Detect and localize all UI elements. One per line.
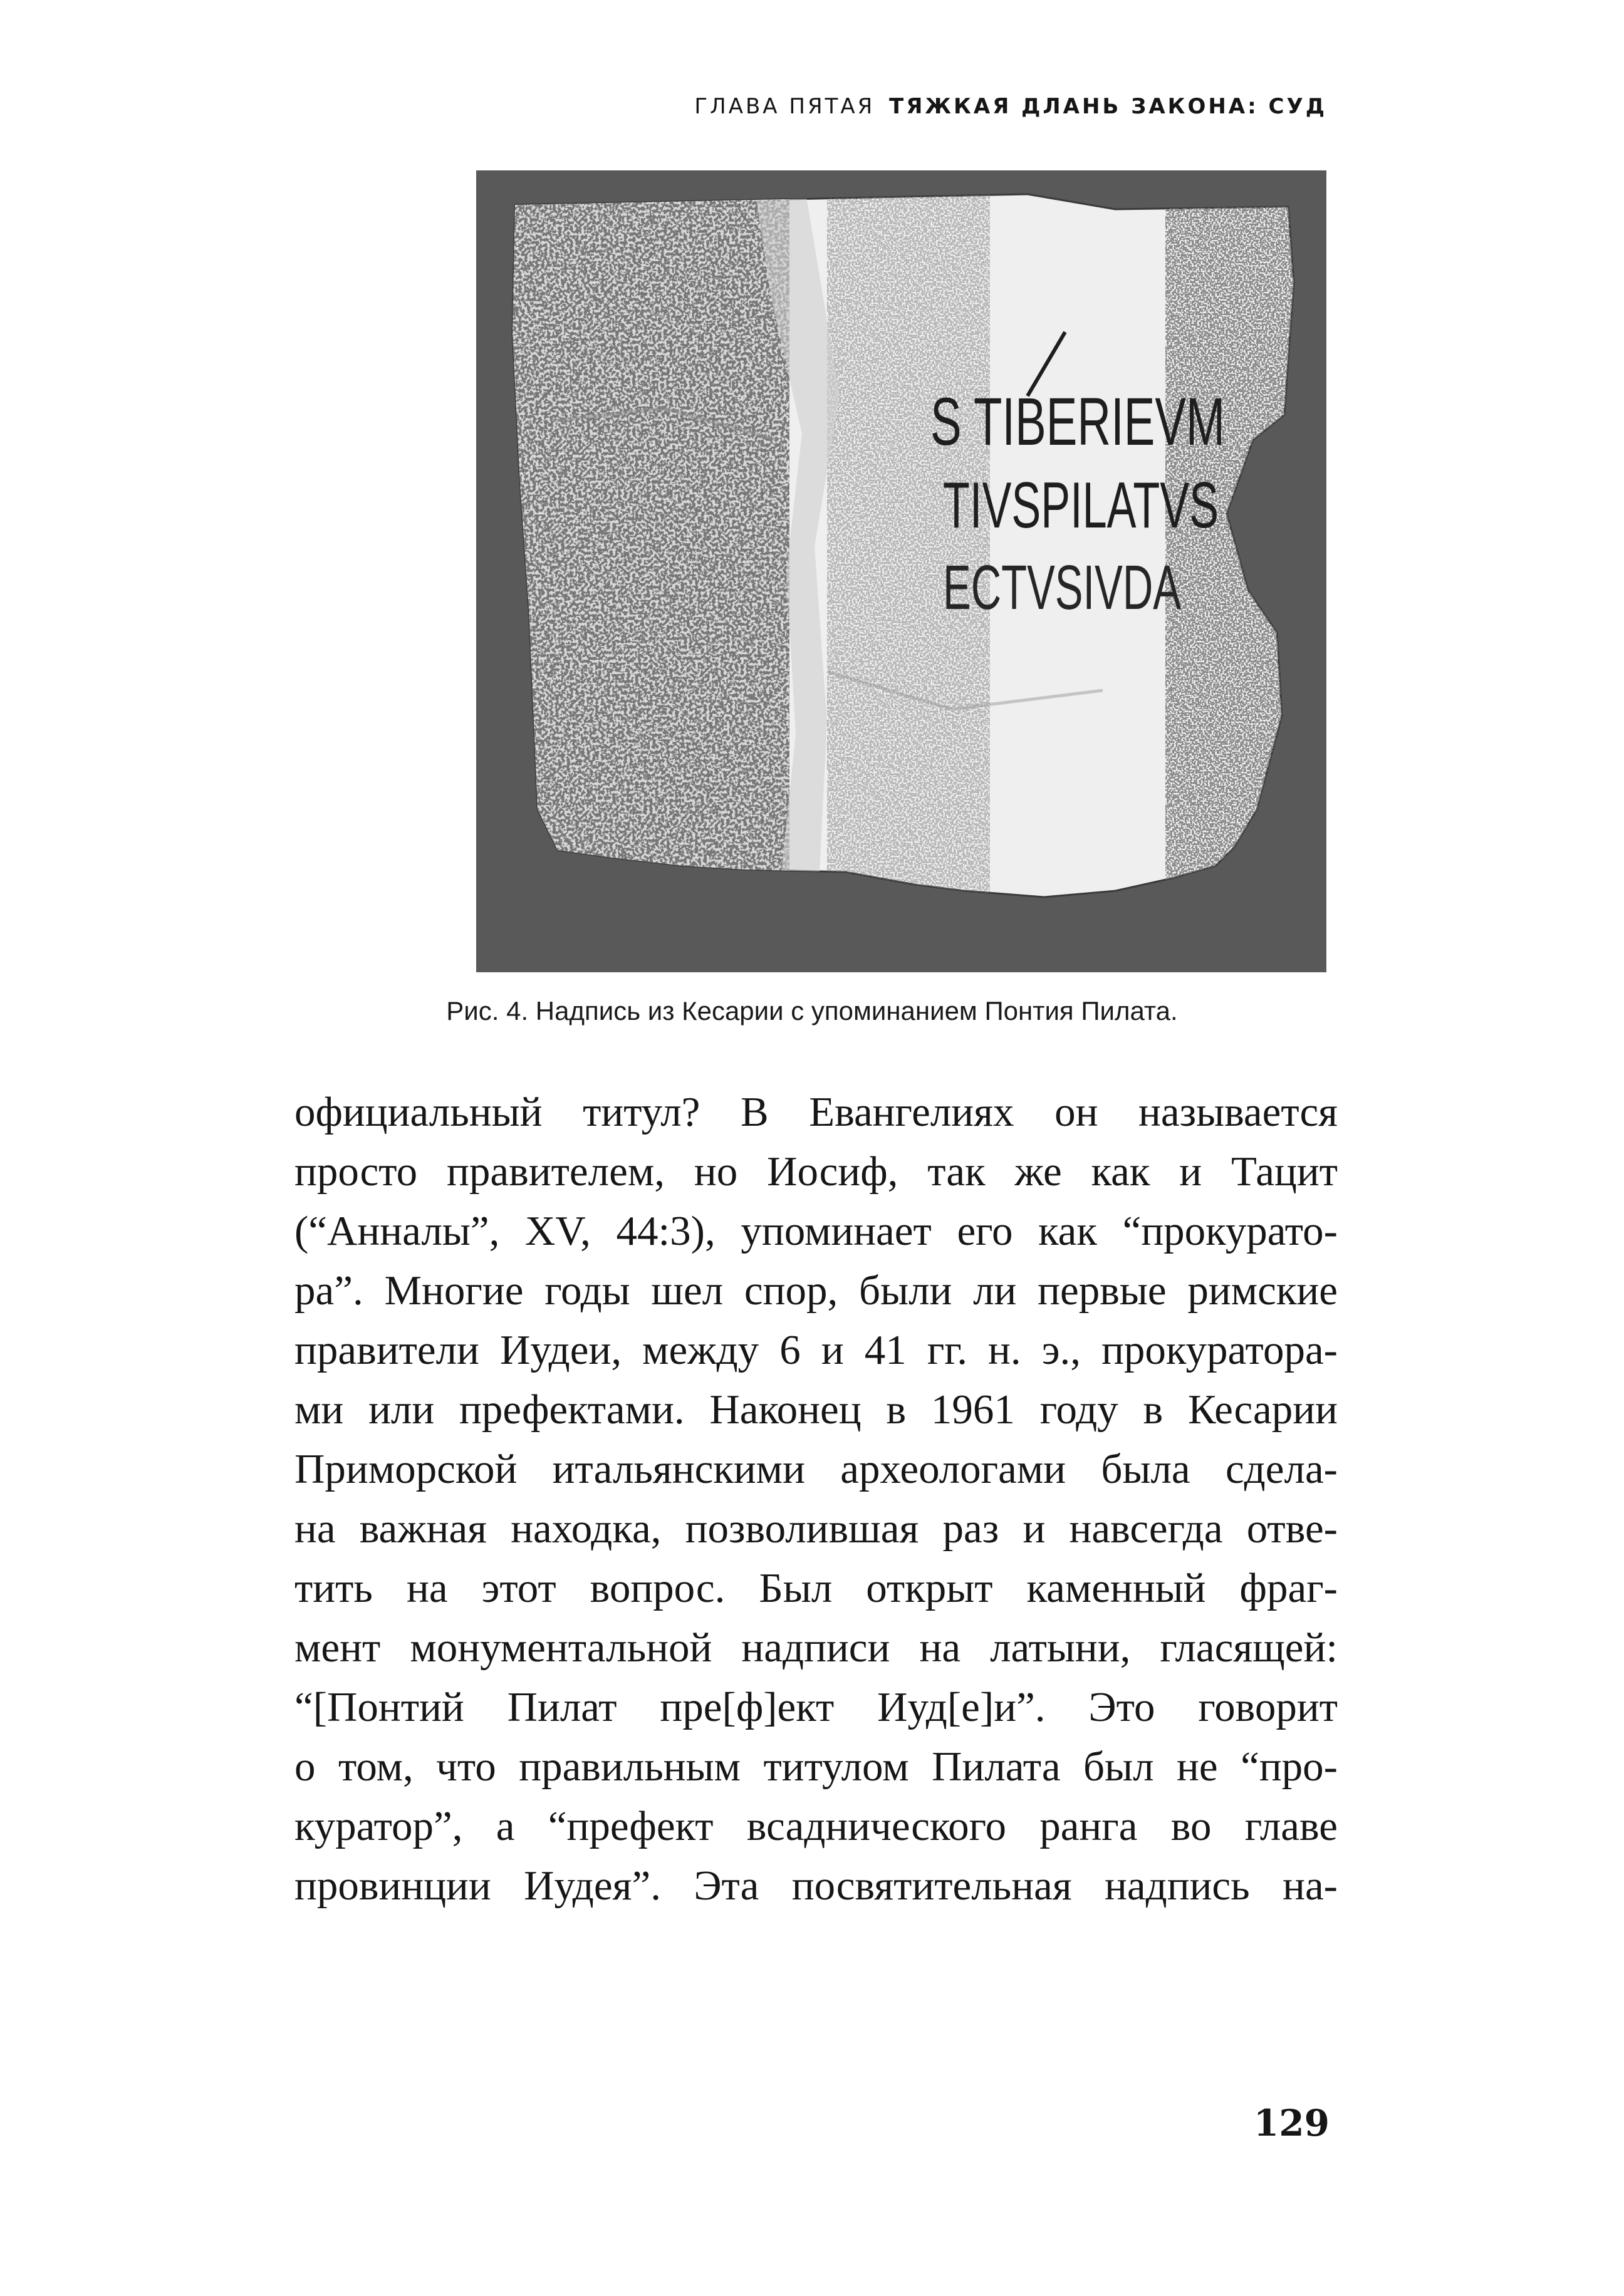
text-line: Приморской итальянскими археологами была сдела- [294, 1446, 1338, 1492]
page-number: 129 [1253, 2102, 1330, 2144]
text-line: ми или префектами. Наконец в 1961 году в Кесарии [294, 1386, 1338, 1433]
figure-caption: Рис. 4. Надпись из Кесарии с упоминанием Понтия Пилата. [446, 996, 1178, 1026]
body-text [294, 1083, 1338, 1916]
inscription-line-2: TIVSPILATVS [943, 469, 1219, 542]
inscription-line-3: ECTVSIVDA [943, 553, 1182, 623]
text-line: (“Анналы”, XV, 44:3), упоминает его как “прокурато- [294, 1208, 1338, 1254]
text-line: куратор”, а “префект всаднического ранга во главе [294, 1803, 1338, 1849]
text-line: “[Понтий Пилат пре[ф]ект Иуд[е]и”. Это говорит [294, 1684, 1338, 1730]
text-line: официальный титул? В Евангелиях он называется [294, 1089, 1338, 1135]
text-line: на важная находка, позволившая раз и навсегда отве- [294, 1505, 1338, 1552]
text-line: ра”. Многие годы шел спор, были ли первые римские [294, 1267, 1338, 1314]
text-line: о том, что правильным титулом Пилата был не “про- [294, 1743, 1338, 1790]
chapter-label: ГЛАВА ПЯТАЯ [694, 94, 875, 119]
text-line: тить на этот вопрос. Был открыт каменный фраг- [294, 1565, 1338, 1611]
text-line: мент монументальной надписи на латыни, гласящей: [294, 1624, 1338, 1671]
text-line: правители Иудеи, между 6 и 41 гг. н. э., прокуратора- [294, 1327, 1338, 1373]
running-head [694, 94, 1327, 119]
text-line: просто правителем, но Иосиф, так же как и Тацит [294, 1148, 1338, 1195]
text-line: провинции Иудея”. Эта посвятительная надпись на- [294, 1862, 1338, 1909]
figure-pilate-stone [476, 170, 1326, 972]
inscription-stone-image [476, 170, 1326, 972]
inscription-line-1: S TIBERIEVM [930, 383, 1225, 459]
chapter-title: ТЯЖКАЯ ДЛАНЬ ЗАКОНА: СУД [889, 94, 1327, 119]
